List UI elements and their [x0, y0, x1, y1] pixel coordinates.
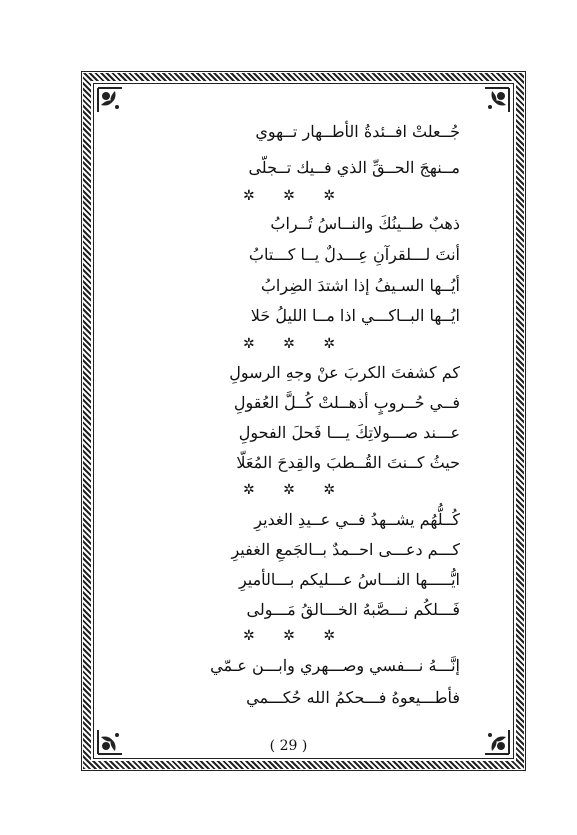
- verse-line: أنتَ لـــلقرآنِ عِـــدلٌ يــا كـــتابُ: [248, 245, 460, 264]
- page-number: ( 29 ): [269, 738, 308, 754]
- verse-line: فَـــلكُم نـــصَّبهُ الخـــالقُ مَـــولى: [246, 600, 460, 619]
- corner-ornament-icon: [95, 85, 125, 115]
- verse-line: إنَّـــهُ نـــفسي وصـــهري وابـــن عـمّي: [210, 656, 460, 675]
- verse-line: فأطـــيعوهُ فـــحكمُ الله حُكـــمي: [246, 688, 460, 707]
- verse-line: أيُــها السـيفُ إذا اشتدَ الضِرابُ: [260, 276, 460, 295]
- verse-line: جُــعلتْ افــئدةُ الأطــهار تــهوي: [255, 122, 460, 141]
- verse-line: عـــند صـــولاتِكَ يـــا فَحلَ الفحولِ: [238, 423, 460, 442]
- star-separator-icon: ✲ ✲ ✲: [242, 482, 348, 498]
- verse-line: ذهبٌ طــينُكَ والنــاسُ تُــرابُ: [270, 214, 460, 233]
- star-separator-icon: ✲ ✲ ✲: [242, 188, 348, 204]
- verse-line: كم كشفتَ الكربَ عنْ وجهِ الرسولِ: [229, 363, 460, 382]
- verse-line: مــنهجَ الحــقِّ الذي فــيك تــجلّى: [248, 158, 460, 177]
- star-separator-icon: ✲ ✲ ✲: [242, 336, 348, 352]
- verse-line: حيثُ كــنتَ القُــطبَ والقِدحَ المُعَلّا: [236, 453, 460, 472]
- verse-line: ايُّـــــها النـــاسُ عـــليكم بـــالأميرِ: [238, 570, 460, 589]
- star-separator-icon: ✲ ✲ ✲: [242, 628, 348, 644]
- verse-line: كُــلُّهُم يشــهدُ فــي عــيدِ الغديرِ: [254, 510, 460, 529]
- verse-line: كـــم دعـــى احــمدٌ بــالجَمعِ الغفيرِ: [231, 540, 460, 559]
- verse-line: ايُــها البــاكـــي اذا مــا الليلُ حَلا: [250, 306, 460, 325]
- corner-ornament-icon: [482, 85, 512, 115]
- verse-line: فــي حُــروبٍ أذهــلتْ كُــلَّ العُقولِ: [233, 393, 460, 412]
